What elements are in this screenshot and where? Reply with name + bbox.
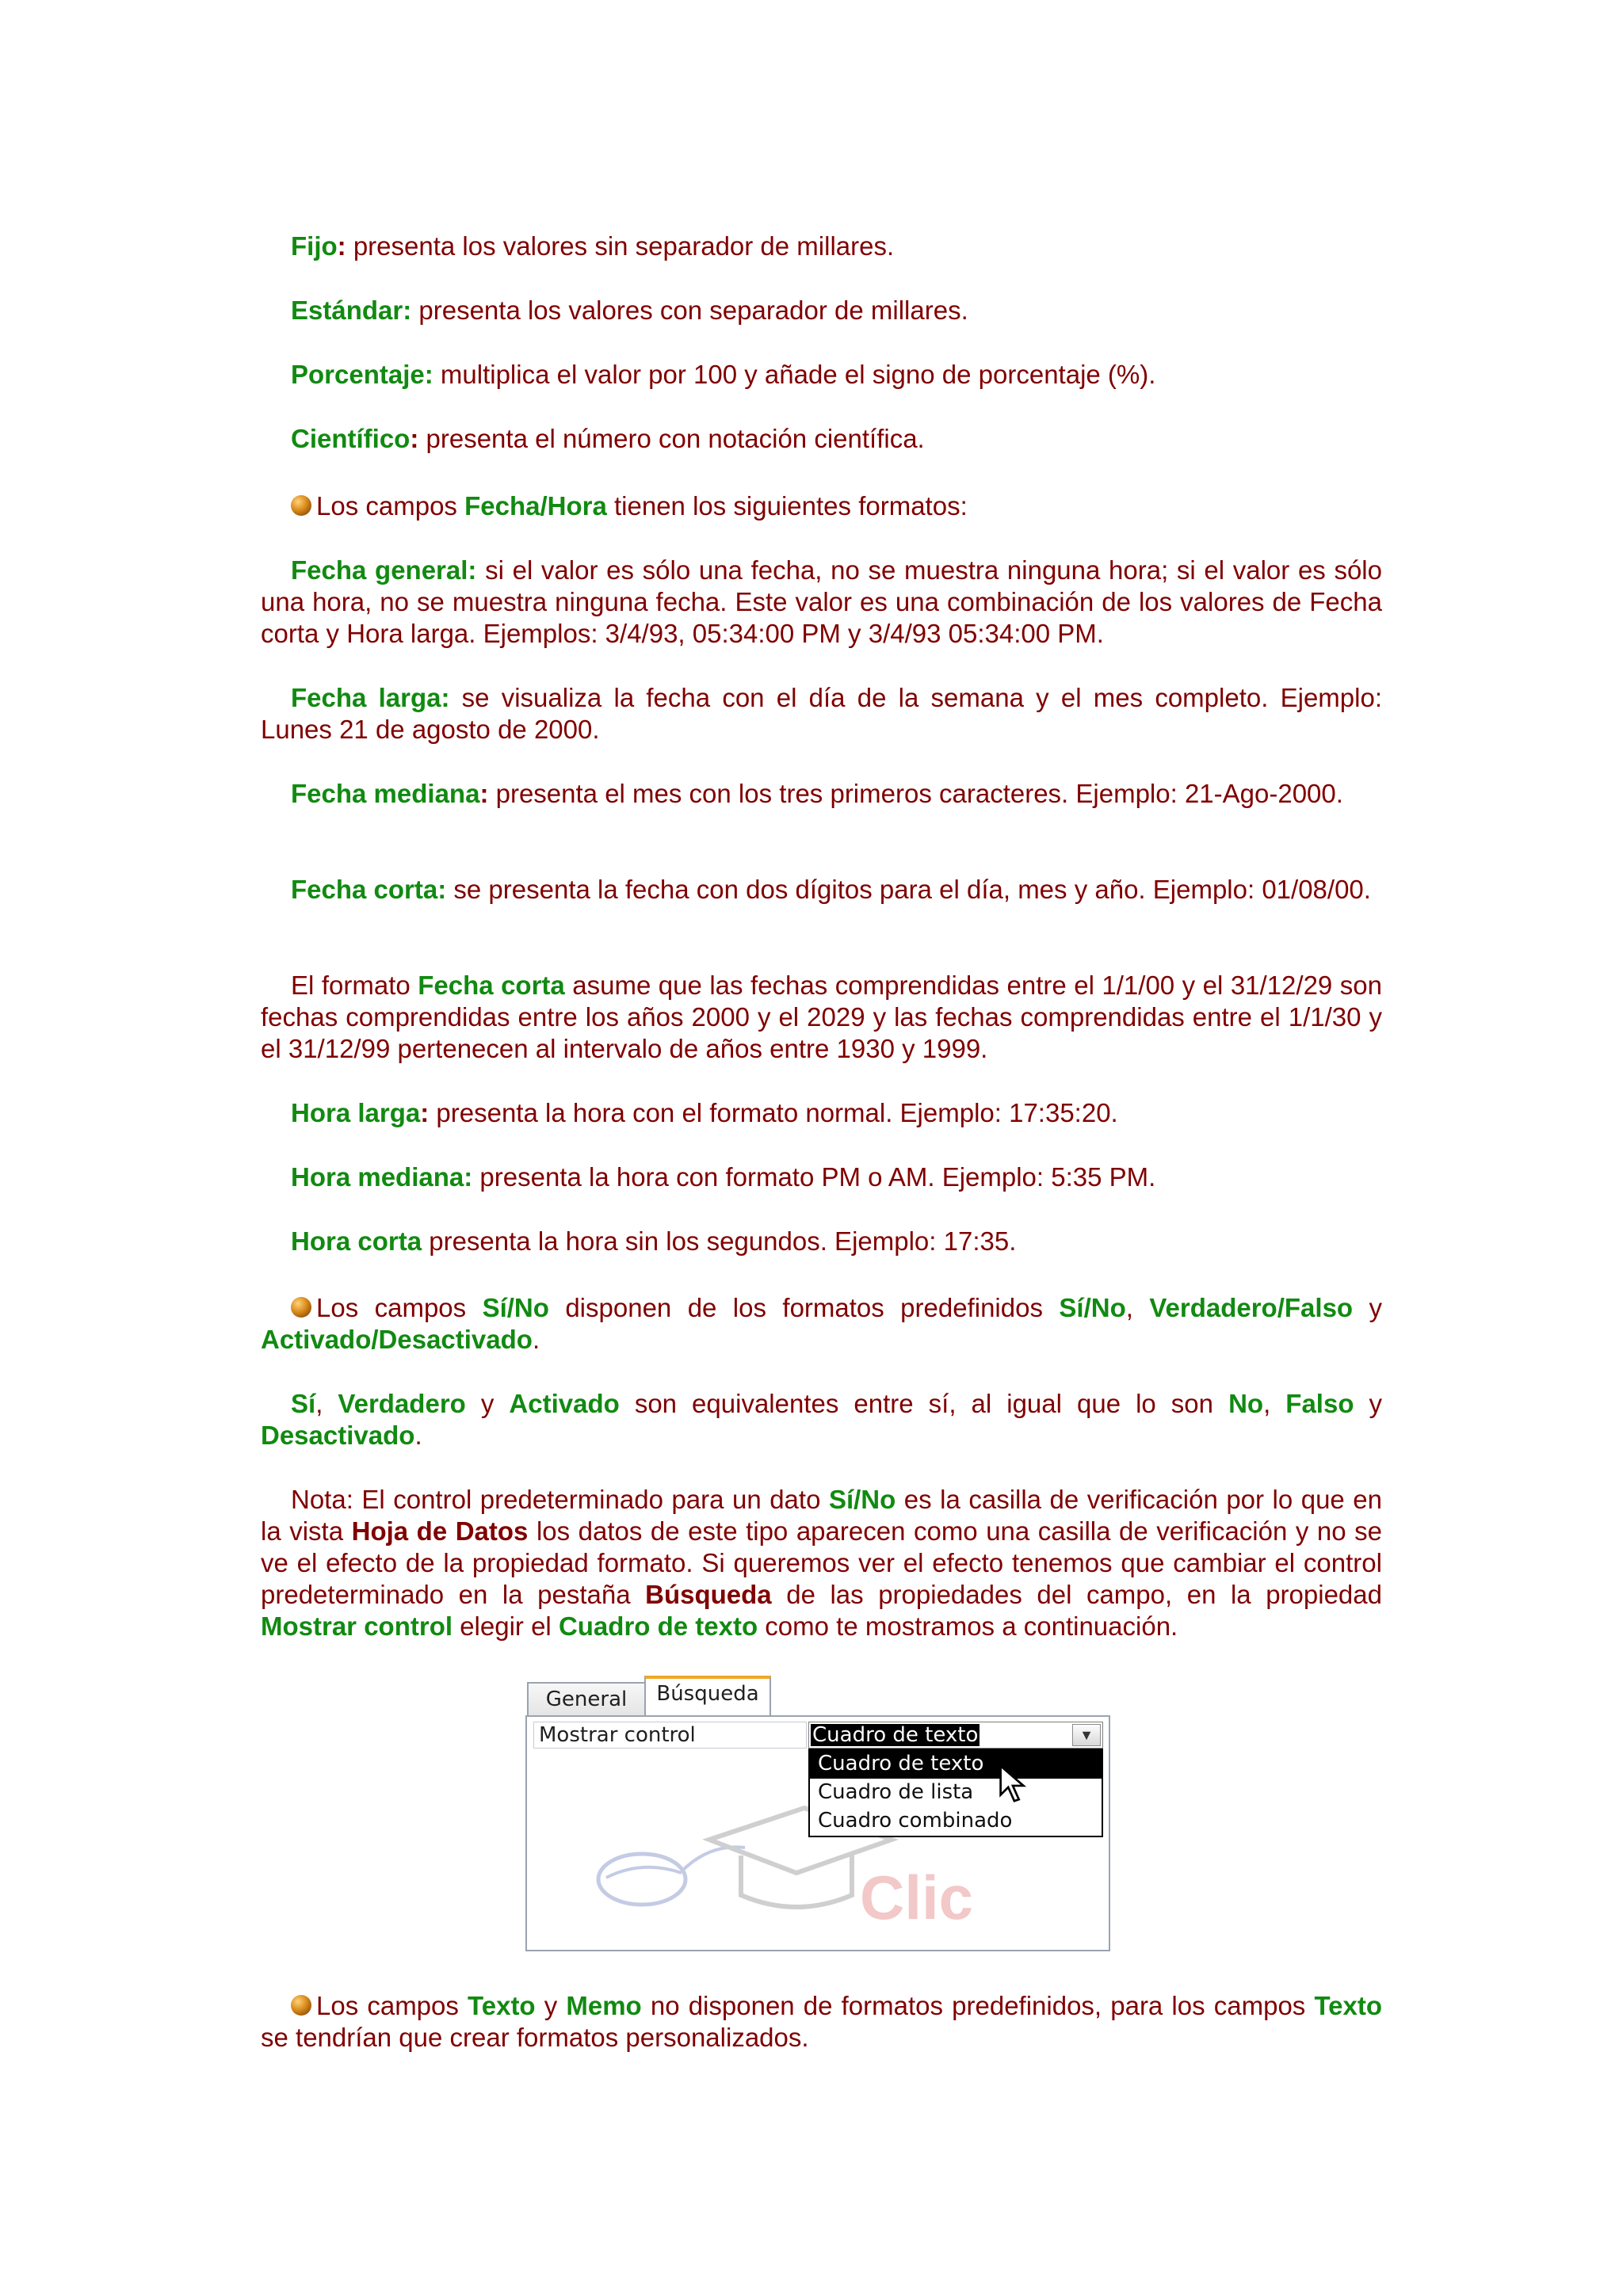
para-fecha-mediana: Fecha mediana: presenta el mes con los tres primeros caracteres. Ejemplo: 21-Ago-2000. (291, 779, 1343, 808)
combo-selected-value: Cuadro de texto (812, 1723, 979, 1747)
chevron-down-icon[interactable]: ▼ (1072, 1724, 1101, 1746)
bullet-icon (291, 1995, 311, 2016)
watermark-text: Clic (860, 1863, 974, 1932)
para-hora-larga: Hora larga: presenta la hora con el formato normal. Ejemplo: 17:35:20. (291, 1098, 1118, 1127)
mostrar-control-combo[interactable] (808, 1722, 1103, 1749)
para-fecha-corta: Fecha corta: se presenta la fecha con dos dígitos para el día, mes y año. Ejemplo: 01/08/00. (291, 875, 1371, 904)
bullet-icon (291, 1297, 311, 1318)
para-fecha-larga: Fecha larga: se visualiza la fecha con el día de la semana y el mes completo. Ejemplo: Lunes 21 de agosto de 2000. (261, 683, 1382, 744)
combo-dropdown-list (808, 1749, 1103, 1837)
para-equivalentes: Sí, Verdadero y Activado son equivalentes entre sí, al igual que lo son No, Falso y Desactivado. (261, 1389, 1383, 1450)
para-estandar: Estándar: presenta los valores con separador de millares. (291, 296, 968, 325)
para-hora-mediana: Hora mediana: presenta la hora con formato PM o AM. Ejemplo: 5:35 PM. (291, 1162, 1156, 1192)
para-fecha-general: Fecha general: si el valor es sólo una fecha, no se muestra ninguna hora; si el valor es sólo una hora, no se muestra ninguna fecha. Este valor es una combinación de los valores de Fecha corta y Hora larga. Ejemplos: 3/4/93, 05:34:00 PM y 3/4/93 05:34:00 PM. (261, 555, 1382, 648)
bullet-icon (291, 495, 311, 516)
property-panel (525, 1715, 1110, 1951)
bullet-texto-memo: Los campos Texto y Memo no disponen de formatos predefinidos, para los campos Texto se tendrían que crear formatos personalizados. (261, 1991, 1382, 2052)
para-cientifico: Científico: presenta el número con notación científica. (291, 424, 925, 453)
para-porcentaje: Porcentaje: multiplica el valor por 100 y añade el signo de porcentaje (%). (291, 360, 1156, 389)
option-cuadro-de-texto[interactable]: Cuadro de texto (810, 1750, 1102, 1779)
mouse-cursor-icon (999, 1764, 1027, 1804)
option-cuadro-de-lista[interactable]: Cuadro de lista (818, 1780, 974, 1804)
property-screenshot (525, 1676, 1112, 1953)
mostrar-control-label: Mostrar control (533, 1722, 807, 1749)
tab-general[interactable]: General (527, 1682, 646, 1717)
tab-busqueda[interactable]: Búsqueda (644, 1676, 771, 1717)
para-nota: Nota: El control predeterminado para un dato Sí/No es la casilla de verificación por lo que en la vista Hoja de Datos los datos de este tipo aparecen como una casilla de verificación y no se ve el efecto de la propiedad formato. Si queremos ver el efecto tenemos que cambiar el control predeterminado en la pestaña Búsqueda de las propiedades del campo, en la propiedad Mostrar control elegir el Cuadro de texto como te mostramos a continuación. (261, 1485, 1383, 1641)
para-hora-corta: Hora corta presenta la hora sin los segundos. Ejemplo: 17:35. (291, 1226, 1017, 1256)
para-formato-fecha-corta: El formato Fecha corta asume que las fechas comprendidas entre el 1/1/00 y el 31/12/29 son fechas comprendidas entre los años 2000 y el 2029 y las fechas comprendidas entre el 1/1/30 y el 31/12/99 pertenecen al intervalo de años entre 1930 y 1999. (261, 971, 1382, 1063)
option-cuadro-combinado[interactable]: Cuadro combinado (818, 1809, 1013, 1833)
bullet-si-no: Los campos Sí/No disponen de los formatos predefinidos Sí/No, Verdadero/Falso y Activado/Desactivado. (261, 1293, 1382, 1354)
bullet-fecha-hora: Los campos Fecha/Hora tienen los siguientes formatos: (261, 490, 1382, 522)
para-fijo: Fijo: presenta los valores sin separador de millares. (291, 231, 895, 261)
